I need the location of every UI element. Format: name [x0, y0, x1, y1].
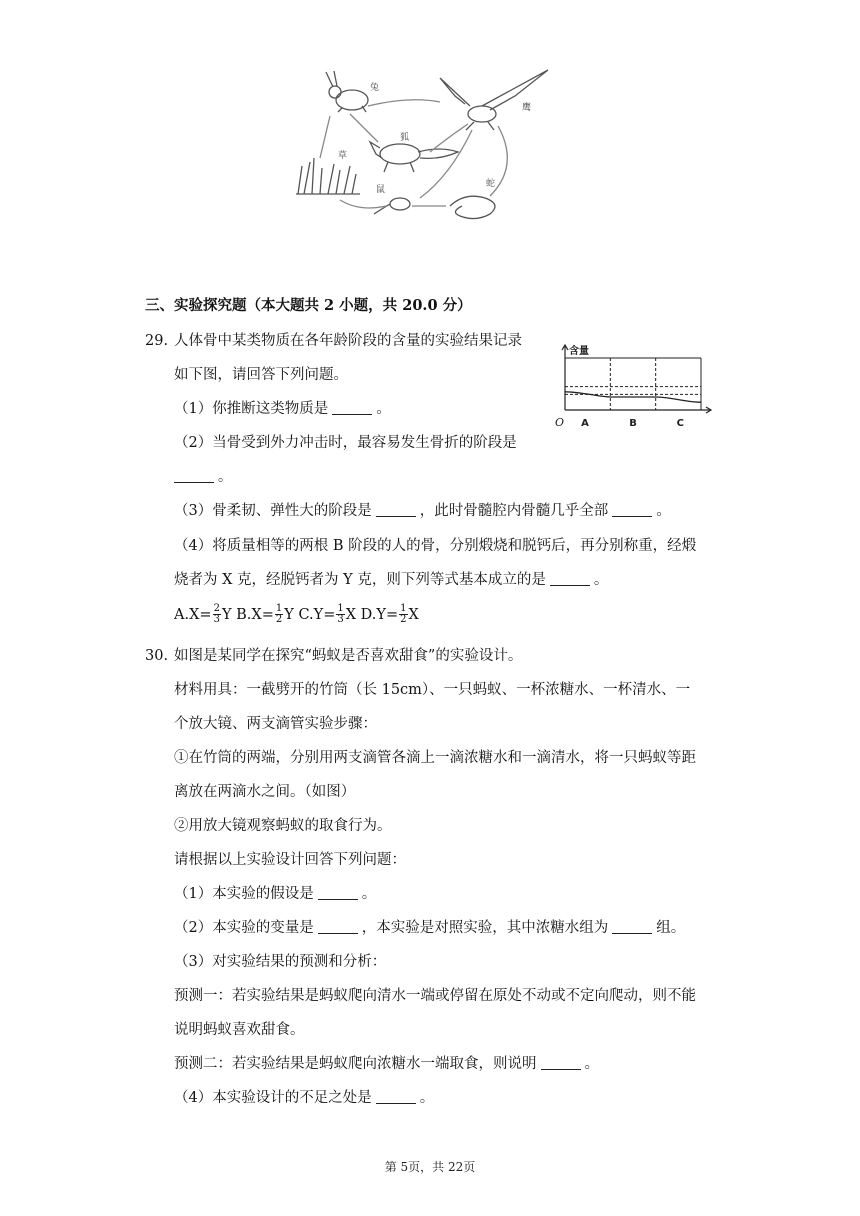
answer-blank[interactable] — [612, 919, 652, 934]
answer-blank[interactable] — [332, 400, 372, 415]
sub-question-text: （1）你推断这类物质是 — [174, 401, 329, 417]
sub-question-text: 。 — [419, 1090, 435, 1106]
sub-question-text: 。 — [361, 886, 377, 902]
question-number: 29. — [145, 333, 169, 349]
prediction-1: 预测一：若实验结果是蚂蚁爬向清水一端或停留在原处不动或不定向爬动，则不能 — [174, 988, 696, 1004]
question-stem: 人体骨中某类物质在各年龄阶段的含量的实验结果记录 — [174, 333, 522, 349]
answer-blank[interactable] — [376, 1089, 416, 1104]
label-snake: 蛇 — [486, 179, 496, 189]
origin-label: O — [555, 416, 565, 429]
option-b-prefix: B.X= — [236, 606, 274, 623]
step-1-text: 离放在两滴水之间。（如图） — [174, 784, 356, 800]
rabbit-drawing — [326, 71, 368, 112]
prediction-1-cont: 说明蚂蚁喜欢甜食。 — [174, 1022, 305, 1038]
sub-question-3 — [174, 501, 671, 521]
fraction — [399, 604, 407, 625]
fraction — [213, 604, 221, 625]
step-1-text: ①在竹筒的两端，分别用两支滴管各滴上一滴浓糖水和一滴清水，将一只蚂蚁等距 — [174, 750, 696, 766]
mouse-drawing — [374, 198, 410, 214]
fraction-denominator: 3 — [213, 614, 220, 625]
sub-question-text: 烧者为 X 克，经脱钙者为 Y 克，则下列等式基本成立的是 — [174, 572, 546, 588]
sub-question-2 — [174, 918, 685, 938]
sub-question-4 — [174, 1088, 434, 1108]
x-tick-label: A — [581, 418, 589, 429]
fraction-numerator: 2 — [213, 603, 220, 614]
prompt-text: 请根据以上实验设计回答下列问题： — [174, 852, 406, 868]
answer-blank[interactable] — [318, 919, 358, 934]
question-stem: 如下图，请回答下列问题。 — [174, 367, 348, 383]
section-title: 三、实验探究题（本大题共 2 小题，共 20.0 分） — [145, 297, 472, 314]
answer-blank[interactable] — [174, 468, 214, 483]
fraction-denominator: 2 — [400, 614, 407, 625]
sub-question-text: （2）本实验的变量是 — [174, 920, 314, 936]
sub-question-text: （3）骨柔韧、弹性大的阶段是 — [174, 503, 372, 519]
materials-text: 个放大镜、两支滴管实验步骤： — [174, 716, 377, 732]
y-axis-label: 含量 — [569, 346, 589, 357]
sub-question-3: （3）对实验结果的预测和分析： — [174, 954, 387, 970]
eagle-drawing — [440, 70, 548, 130]
fraction-denominator: 3 — [337, 614, 344, 625]
sub-question-text: 。 — [584, 1056, 599, 1072]
snake-drawing — [450, 196, 495, 218]
prediction-2 — [174, 1054, 599, 1074]
sub-question-text: 。 — [656, 503, 671, 519]
x-tick-label: B — [629, 418, 637, 429]
sub-question-2: （2）当骨受到外力冲击时，最容易发生骨折的阶段是 — [174, 435, 517, 451]
x-tick-label: C — [676, 418, 685, 429]
question-number: 30. — [145, 648, 169, 664]
answer-blank[interactable] — [550, 571, 590, 586]
sub-question-text: 。 — [593, 572, 609, 588]
page-footer: 第 5页，共 22页 — [384, 1160, 476, 1174]
fraction — [336, 604, 344, 625]
option-b[interactable] — [236, 603, 294, 625]
answer-blank[interactable] — [612, 502, 652, 517]
bone-content-chart — [553, 344, 713, 434]
label-fox: 狐 — [400, 133, 410, 143]
food-web-arrows — [320, 100, 507, 208]
food-web-figure — [290, 66, 560, 226]
sub-question-text: （4）本实验设计的不足之处是 — [174, 1090, 372, 1106]
option-b-suffix: Y — [284, 606, 294, 623]
label-mouse: 鼠 — [376, 185, 386, 195]
option-d-suffix: X — [408, 606, 419, 623]
option-d[interactable] — [360, 603, 419, 625]
label-rabbit: 兔 — [370, 83, 380, 93]
fraction-numerator: 1 — [400, 603, 407, 614]
sub-question-text: 。 — [218, 469, 233, 485]
answer-blank[interactable] — [541, 1055, 581, 1070]
materials-text: 材料用具：一截劈开的竹筒（长 15cm）、一只蚂蚁、一杯浓糖水、一杯清水、一 — [174, 682, 691, 698]
fraction-numerator: 1 — [337, 603, 344, 614]
sub-question-text: ，本实验是对照实验，其中浓糖水组为 — [361, 920, 609, 936]
sub-question-4-cont — [174, 570, 608, 590]
answer-options — [174, 604, 419, 630]
option-a-suffix: Y — [221, 606, 232, 623]
answer-blank[interactable] — [376, 502, 416, 517]
step-2-text: ②用放大镜观察蚂蚁的取食行为。 — [174, 818, 392, 834]
option-c[interactable] — [298, 603, 357, 625]
grass-drawing — [296, 158, 360, 194]
label-eagle: 鹰 — [522, 103, 532, 113]
sub-question-text: （1）本实验的假设是 — [174, 886, 314, 902]
sub-question-1 — [174, 399, 391, 419]
answer-blank[interactable] — [318, 885, 358, 900]
sub-question-text: 组。 — [656, 920, 686, 936]
question-stem: 如图是某同学在探究“蚂蚁是否喜欢甜食”的实验设计。 — [174, 648, 523, 664]
fox-drawing — [370, 142, 458, 172]
fraction-numerator: 1 — [275, 603, 283, 614]
sub-question-1 — [174, 884, 376, 904]
sub-question-text: 。 — [376, 401, 391, 417]
sub-question-text: 预测二：若实验结果是蚂蚁爬向浓糖水一端取食，则说明 — [174, 1056, 537, 1072]
label-grass: 草 — [338, 151, 348, 161]
option-d-prefix: D.Y= — [360, 606, 399, 623]
option-a-prefix: A.X= — [174, 606, 212, 623]
option-c-suffix: X — [345, 606, 357, 623]
sub-question-text: ，此时骨髓腔内骨髓几乎全部 — [419, 503, 609, 519]
series-line — [565, 392, 701, 402]
sub-question-2-answer — [174, 467, 233, 487]
option-a[interactable] — [174, 603, 232, 625]
option-c-prefix: C.Y= — [298, 606, 336, 623]
fraction-denominator: 2 — [275, 614, 283, 625]
fraction — [275, 604, 283, 625]
sub-question-4: （4）将质量相等的两根 B 阶段的人的骨，分别煅烧和脱钙后，再分别称重，经煅 — [174, 538, 697, 554]
